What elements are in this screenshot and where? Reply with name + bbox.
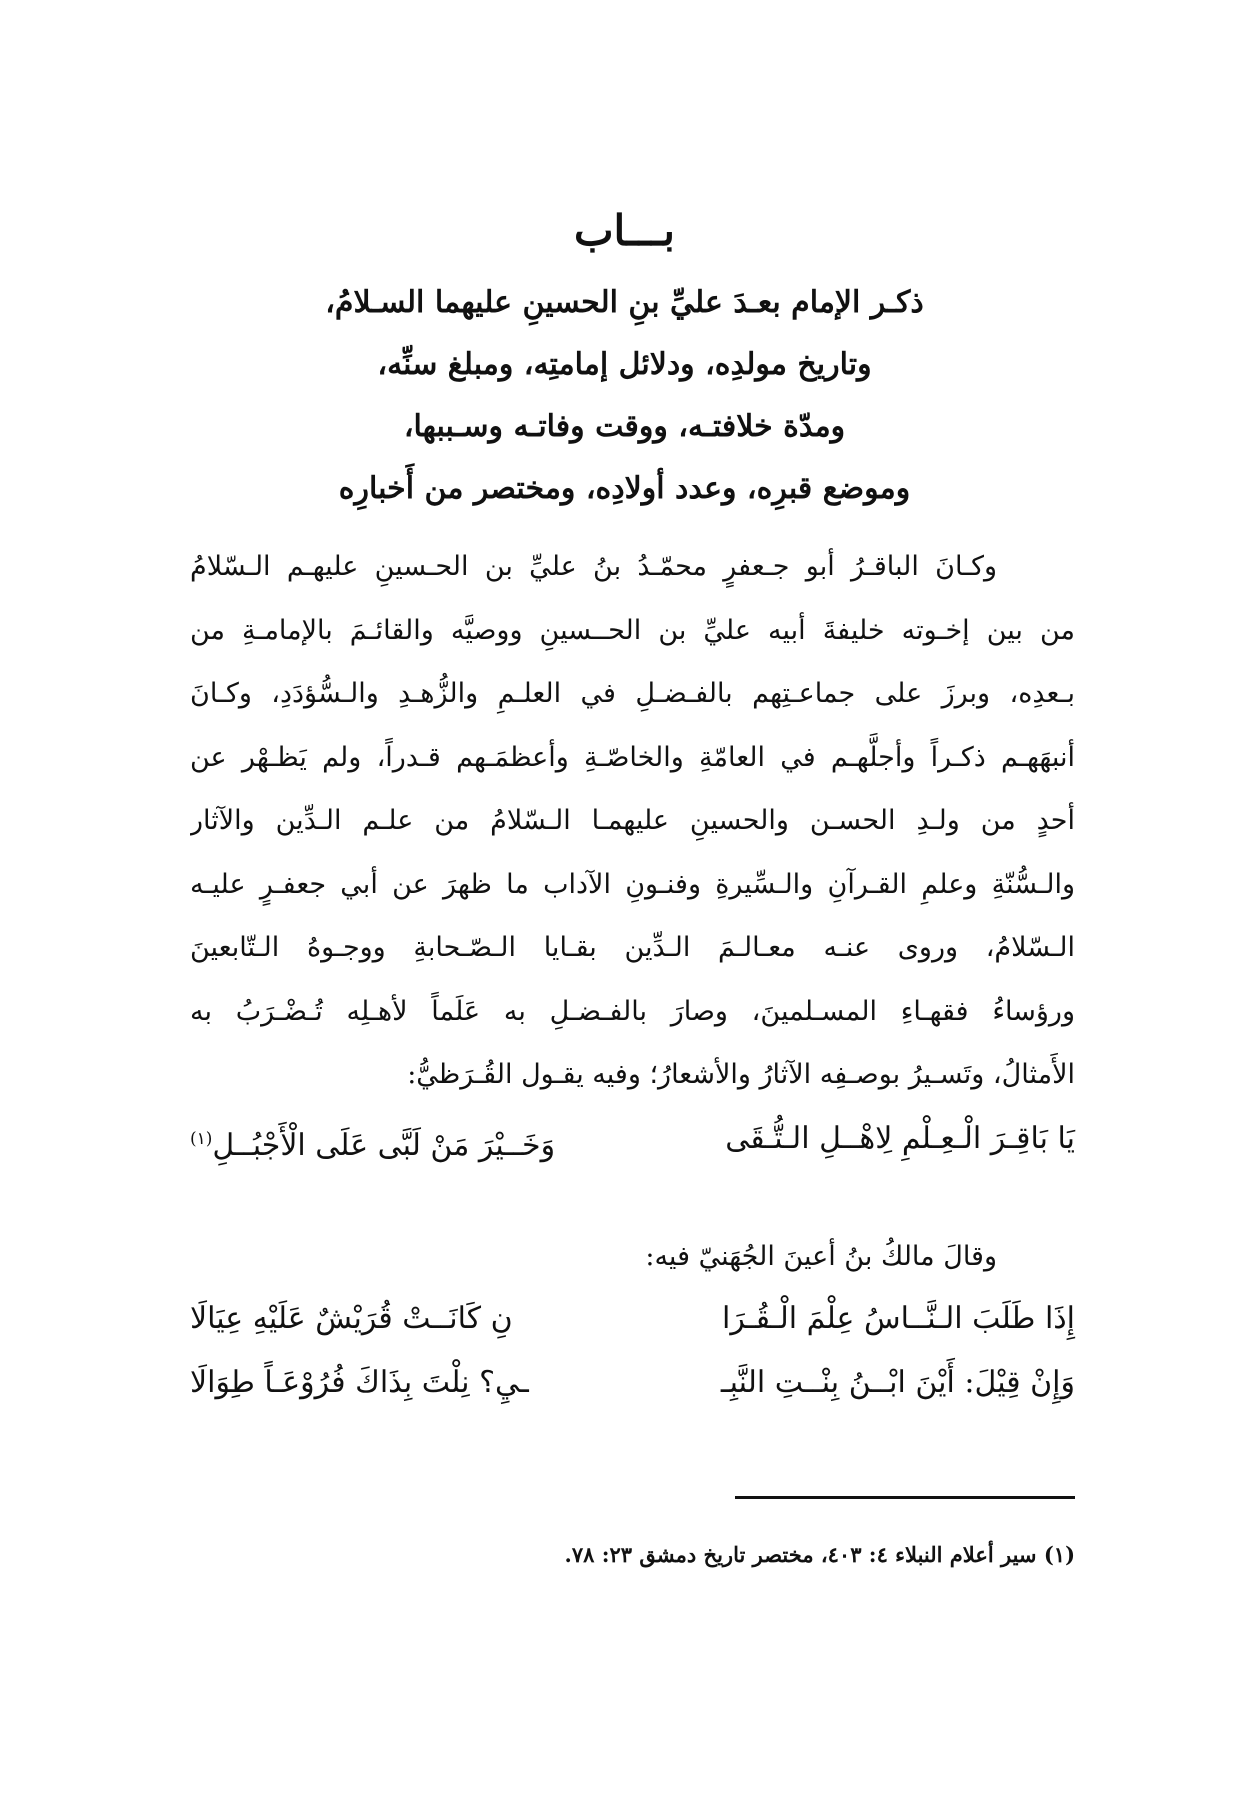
paragraph-line: أحدٍ من ولـدِ الحسـن والحسينِ عليهمـا الـسّلامُ من علـم الـدِّين والآثار <box>190 805 1075 836</box>
chapter-title: بـــاب <box>574 206 675 255</box>
verse-left-text: وَخَــيْرَ مَنْ لَبَّى عَلَى الْأَجْبُــلِ <box>212 1127 556 1163</box>
heading-line: وموضع قبرِه، وعدد أولادِه، ومختصر من أَخبارِه <box>338 471 911 506</box>
verse-right-hemistich: وَإِنْ قِيْلَ: أَيْنَ ابْــنُ بِنْــتِ النَّبِـ <box>720 1364 1075 1400</box>
poem-block <box>190 1287 1075 1415</box>
verse-right-hemistich: إِذَا طَلَبَ الـنَّــاسُ عِلْمَ الْـقُـرَا <box>721 1300 1075 1336</box>
paragraph-line: والـسُّنّةِ وعلمِ القـرآنِ والـسِّيرةِ وفنـونِ الآداب ما ظهرَ عن أبي جعفـرٍ عليـه <box>190 868 1075 900</box>
heading-line: وتاريخ مولدِه، ودلائل إمامتِه، ومبلغ سنِّه، <box>377 347 872 382</box>
verse-right-hemistich: يَا بَاقِـرَ الْـعِـلْمِ لِاهْــلِ الـتُّـقَى <box>725 1120 1075 1156</box>
paragraph-line: الـسّلامُ، وروى عنـه معـالـمَ الـدِّين بقـايا الـصّـحابةِ ووجـوهُ الـتّابعينَ <box>190 932 1075 963</box>
paragraph-line: الأَمثالُ، وتَسـيرُ بوصـفِه الآثارُ والأشعارُ؛ وفيه يقـول القُـرَظيُّ: <box>407 1059 1075 1090</box>
verse-left-hemistich: ـيِ؟ نِلْتَ بِذَاكَ فُرُوْعَـاً طِوَالَا <box>190 1364 529 1400</box>
footnote: (١) سير أعلام النبلاء ٤: ٤٠٣، مختصر تاريخ دمشق ٢٣: ٧٨. <box>564 1542 1075 1567</box>
footnote-marker: (١) <box>190 1128 213 1149</box>
verse-left-hemistich <box>190 1109 555 1169</box>
paragraph-line: بـعدِه، وبرزَ على جماعـتِهم بالفـضـلِ في العلـمِ والزُّهـدِ والـسُّؤدَدِ، وكـانَ <box>190 678 1075 709</box>
heading-line: ذكـر الإمام بعـدَ عليِّ بنِ الحسينِ عليهما السـلامُ، <box>325 285 924 320</box>
paragraph-line: وكـانَ الباقـرُ أبو جـعفرٍ محمّـدُ بنُ عليِّ بن الحـسينِ عليهـم الـسّلامُ <box>190 551 998 582</box>
chapter-heading <box>150 272 1099 520</box>
footnote-divider <box>735 1496 1075 1499</box>
heading-line: ومدّة خلافتـه، ووقت وفاتـه وسـببها، <box>403 409 846 444</box>
poem-verse <box>190 1287 1075 1351</box>
poem-verse <box>190 1109 1075 1169</box>
verse-introduction: وقالَ مالكُ بنُ أعينَ الجُهَنيّ فيه: <box>645 1240 997 1272</box>
paragraph-line: من بين إخـوته خليفةَ أبيه عليِّ بن الحــسينِ ووصيَّه والقائـمَ بالإمامـةِ من <box>190 614 1075 646</box>
paragraph-line: ورؤساءُ فقهـاءِ المسـلمينَ، وصارَ بالفـضـلِ به عَلَماً لأهـلِه تُـضْـرَبُ به <box>190 995 1075 1027</box>
verse-left-hemistich: نِ كَانَــتْ قُرَيْشٌ عَلَيْهِ عِيَالَا <box>190 1300 513 1336</box>
body-text <box>190 535 1075 1415</box>
paragraph-line: أنبهَهـم ذكـراً وأجلَّهـم في العامّةِ والخاصّـةِ وأعظمَـهم قـدراً، ولم يَظـهْر عن <box>190 741 1075 773</box>
poem-verse <box>190 1351 1075 1415</box>
